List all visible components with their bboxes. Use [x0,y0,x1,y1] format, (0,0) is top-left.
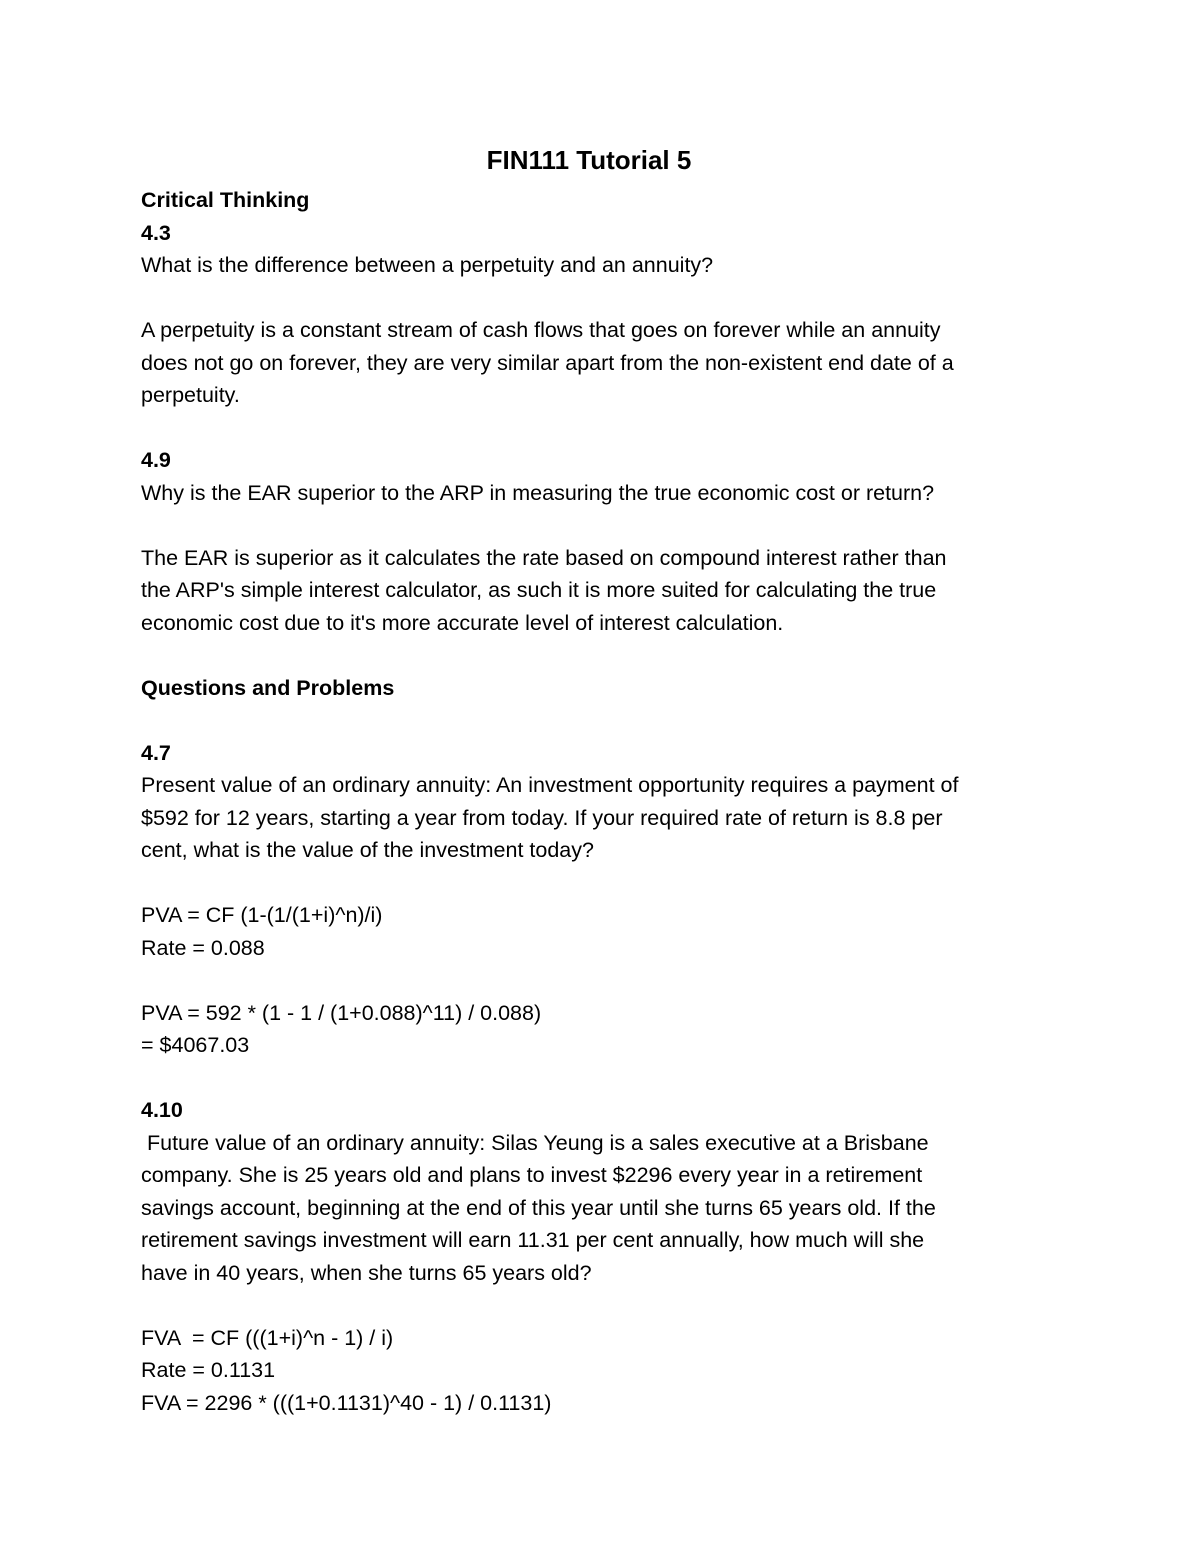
question-number-4-9: 4.9 [141,448,171,472]
question-line-4-7: $592 for 12 years, starting a year from today. If your required rate of return is 8.8 per [141,805,943,830]
spacer [141,704,1051,737]
question-line-4-7: cent, what is the value of the investment today? [141,838,594,862]
rate-4-7: Rate = 0.088 [141,935,265,960]
page-title: FIN111 Tutorial 5 [486,145,692,175]
question-line-4-10: Future value of an ordinary annuity: Silas Yeung is a sales executive at a Brisbane [141,1130,929,1155]
section-heading-critical-thinking: Critical Thinking [141,188,310,212]
formula-4-10: FVA = CF (((1+i)^n - 1) / i) [141,1325,394,1350]
question-line-4-10: retirement savings investment will earn 11.31 per cent annually, how much will she [141,1228,925,1252]
answer-line-4-3: perpetuity. [141,383,240,407]
spacer [141,639,1051,672]
answer-line-4-9: The EAR is superior as it calculates the rate based on compound interest rather than [141,545,947,570]
calculation-4-10: FVA = 2296 * (((1+0.1131)^40 - 1) / 0.1131) [141,1390,552,1415]
spacer [141,412,1051,445]
rate-4-10: Rate = 0.1131 [141,1358,276,1382]
spacer [141,1062,1051,1095]
question-number-4-3: 4.3 [141,220,171,245]
question-text-4-3: What is the difference between a perpetuity and an annuity? [141,253,714,277]
question-text-4-9: Why is the EAR superior to the ARP in measuring the true economic cost or return? [141,480,935,505]
answer-line-4-9: economic cost due to it's more accurate level of interest calculation. [141,610,784,635]
calculation-4-7: PVA = 592 * (1 - 1 / (1+0.088)^11) / 0.088) [141,1000,542,1025]
formula-4-7: PVA = CF (1-(1/(1+i)^n)/i) [141,903,383,927]
spacer [141,509,1051,542]
question-number-4-10: 4.10 [141,1098,183,1122]
spacer [141,1289,1051,1322]
question-line-4-7: Present value of an ordinary annuity: An investment opportunity requires a payment of [141,773,959,797]
spacer [141,282,1051,315]
question-line-4-10: have in 40 years, when she turns 65 years old? [141,1260,592,1285]
document-content [141,140,1051,1419]
question-line-4-10: company. She is 25 years old and plans to invest $2296 every year in a retirement [141,1163,923,1187]
spacer [141,964,1051,997]
section-heading-questions-problems: Questions and Problems [141,675,395,700]
question-number-4-7: 4.7 [141,740,171,765]
question-line-4-10: savings account, beginning at the end of this year until she turns 65 years old. If the [141,1195,936,1220]
result-4-7: = $4067.03 [141,1033,250,1057]
answer-line-4-3: does not go on forever, they are very similar apart from the non-existent end date of a [141,350,954,375]
answer-line-4-9: the ARP's simple interest calculator, as such it is more suited for calculating the true [141,578,937,602]
spacer [141,867,1051,900]
answer-line-4-3: A perpetuity is a constant stream of cash flows that goes on forever while an annuity [141,318,941,342]
